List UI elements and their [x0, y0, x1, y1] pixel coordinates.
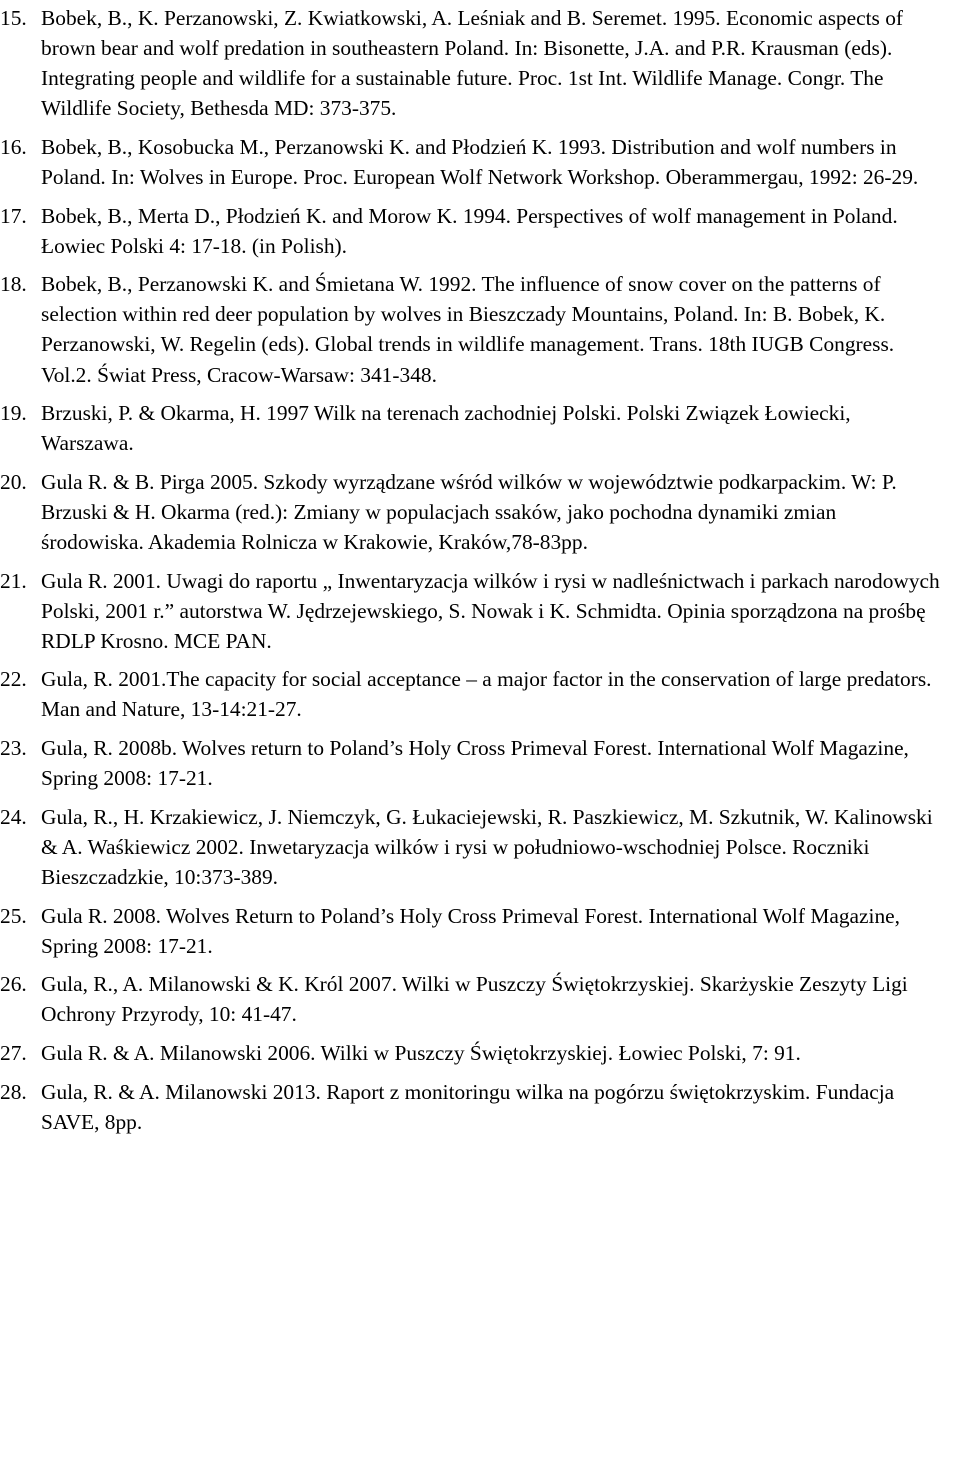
reference-number: 24.: [0, 804, 27, 829]
reference-number: 21.: [0, 568, 27, 593]
reference-item: [0, 269, 944, 389]
reference-number: 15.: [0, 6, 27, 30]
reference-item: [0, 664, 944, 724]
reference-text: Gula R. 2001. Uwagi do raportu „ Inwentaryzacja wilków i rysi w nadleśnictwach i parkach narodowych Polski, 2001 r.” autorstwa W. Jędrzejewskiego, S. Nowak i K. Schmidta. Opinia sporządzona na prośbę RDLP Krosno. MCE PAN.: [41, 568, 940, 653]
reference-item: [0, 132, 944, 192]
reference-item: [0, 3, 944, 123]
reference-text: Gula, R. 2008b. Wolves return to Poland’s Holy Cross Primeval Forest. International Wolf Magazine, Spring 2008: 17-21.: [41, 736, 909, 791]
reference-number: 25.: [0, 903, 27, 928]
reference-number: 27.: [0, 1040, 27, 1065]
reference-text: Gula, R. & A. Milanowski 2013. Raport z monitoringu wilka na pogórzu świętokrzyskim. Fundacja SAVE, 8pp.: [41, 1079, 895, 1134]
reference-list: [0, 3, 944, 1137]
reference-number: 20.: [0, 469, 27, 494]
reference-item: [0, 1038, 944, 1068]
reference-item: [0, 467, 944, 557]
reference-text: Bobek, B., K. Perzanowski, Z. Kwiatkowski, A. Leśniak and B. Seremet. 1995. Economic aspects of brown bear and wolf predation in southeastern Poland. In: Bisonette, J.A. and P.R. Krausman (eds). Integrating people and wildlife for a sustainable future. Proc. 1st Int. Wildlife Manage. Congr. The Wildlife Society, Bethesda MD: 373-375.: [41, 6, 904, 121]
reference-item: [0, 733, 944, 793]
reference-item: [0, 398, 944, 458]
reference-item: [0, 901, 944, 961]
reference-item: [0, 802, 944, 892]
reference-number: 26.: [0, 972, 27, 997]
reference-text: Gula, R. 2001.The capacity for social acceptance – a major factor in the conservation of large predators. Man and Nature, 13-14:21-27.: [41, 667, 932, 722]
reference-item: [0, 969, 944, 1029]
reference-number: 23.: [0, 736, 27, 761]
reference-text: Gula R. & B. Pirga 2005. Szkody wyrządzane wśród wilków w województwie podkarpackim. W: P. Brzuski & H. Okarma (red.): Zmiany w populacjach ssaków, jako pochodna dynamiki zmian środowiska. Akademia Rolnicza w Krakowie, Kraków,78-83pp.: [41, 469, 897, 554]
reference-text: Gula, R., A. Milanowski & K. Król 2007. Wilki w Puszczy Świętokrzyskiej. Skarżyskie Zeszyty Ligi Ochrony Przyrody, 10: 41-47.: [41, 972, 908, 1027]
reference-number: 22.: [0, 667, 27, 692]
reference-text: Bobek, B., Perzanowski K. and Śmietana W. 1992. The influence of snow cover on the patterns of selection within red deer population by wolves in Bieszczady Mountains, Poland. In: B. Bobek, K. Perzanowski, W. Regelin (eds). Global trends in wildlife management. Trans. 18th IUGB Congress. Vol.2. Świat Press, Cracow-Warsaw: 341-348.: [41, 272, 895, 387]
reference-number: 16.: [0, 134, 27, 159]
reference-text: Bobek, B., Kosobucka M., Perzanowski K. and Płodzień K. 1993. Distribution and wolf numbers in Poland. In: Wolves in Europe. Proc. European Wolf Network Workshop. Oberammergau, 1992: 26-29.: [41, 134, 919, 189]
reference-item: [0, 201, 944, 261]
reference-text: Gula, R., H. Krzakiewicz, J. Niemczyk, G. Łukaciejewski, R. Paszkiewicz, M. Szkutnik, W. Kalinowski & A. Waśkiewicz 2002. Inwetaryzacja wilków i rysi w południowo-wschodniej Polsce. Roczniki Bieszczadzkie, 10:373-389.: [41, 804, 933, 889]
reference-text: Gula R. & A. Milanowski 2006. Wilki w Puszczy Świętokrzyskiej. Łowiec Polski, 7: 91.: [41, 1040, 801, 1065]
reference-number: 19.: [0, 401, 27, 426]
reference-number: 28.: [0, 1079, 27, 1104]
reference-number: 17.: [0, 203, 27, 228]
reference-item: [0, 1077, 944, 1137]
reference-item: [0, 566, 944, 656]
reference-text: Bobek, B., Merta D., Płodzień K. and Morow K. 1994. Perspectives of wolf management in Poland. Łowiec Polski 4: 17-18. (in Polish).: [41, 203, 898, 258]
reference-text: Gula R. 2008. Wolves Return to Poland’s Holy Cross Primeval Forest. International Wolf Magazine, Spring 2008: 17-21.: [41, 903, 901, 958]
reference-text: Brzuski, P. & Okarma, H. 1997 Wilk na terenach zachodniej Polski. Polski Związek Łowiecki, Warszawa.: [41, 401, 851, 456]
reference-number: 18.: [0, 272, 27, 297]
